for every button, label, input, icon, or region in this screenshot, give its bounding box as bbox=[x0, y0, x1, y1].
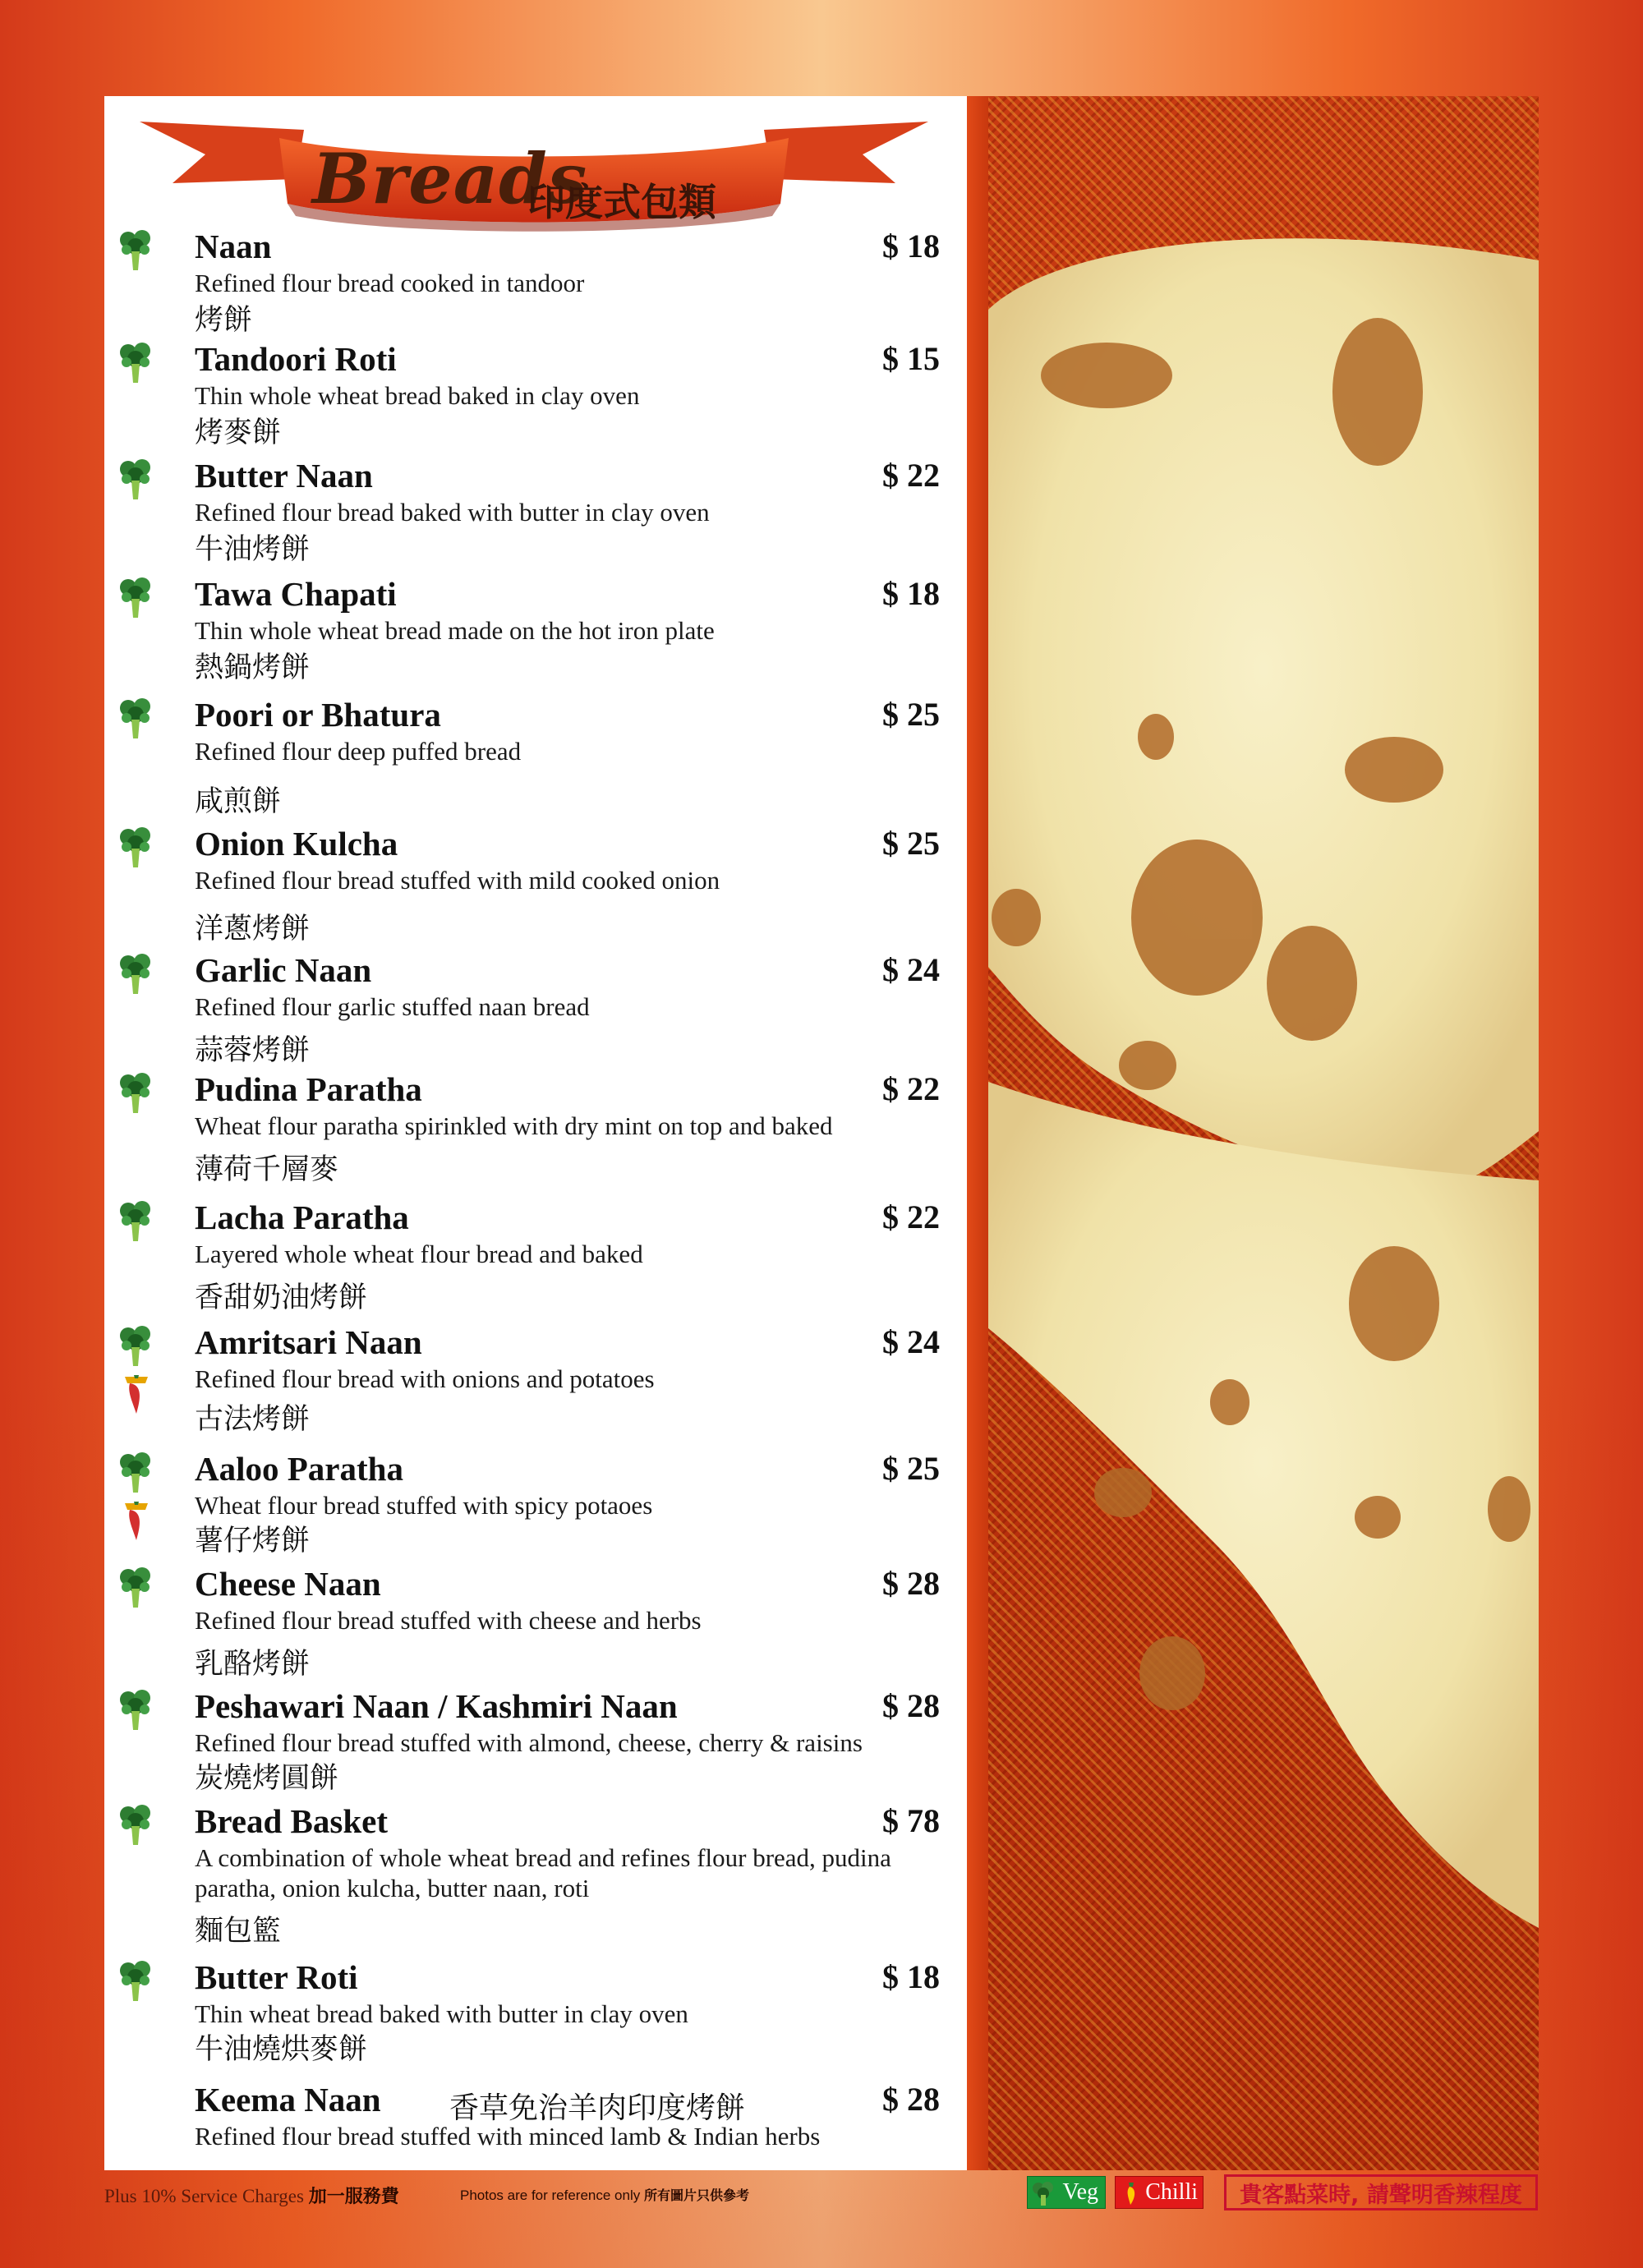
broccoli-icon bbox=[119, 1566, 152, 1608]
legend-chili bbox=[1115, 2176, 1203, 2209]
menu-item bbox=[104, 1801, 967, 1948]
item-description: Refined flour deep puffed bread bbox=[195, 737, 522, 766]
photo-note bbox=[460, 2185, 749, 2204]
menu-item bbox=[104, 824, 967, 945]
legend-veg-label: Veg bbox=[1062, 2179, 1098, 2205]
item-price: $ 25 bbox=[882, 1450, 940, 1487]
broccoli-icon bbox=[119, 1688, 152, 1731]
item-name: Butter Naan bbox=[195, 457, 373, 495]
item-name: Pudina Paratha bbox=[195, 1070, 422, 1108]
menu-item bbox=[104, 1957, 967, 2072]
item-description: Thin whole wheat bread made on the hot iron plate bbox=[195, 616, 715, 645]
item-description: Refined flour garlic stuffed naan bread bbox=[195, 992, 590, 1021]
item-description: A combination of whole wheat bread and refines flour bread, pudina paratha, onion kulcha, butter naan, roti bbox=[195, 1843, 891, 1902]
item-name: Keema Naan bbox=[195, 2081, 381, 2118]
page-title: Breads bbox=[312, 138, 588, 219]
item-price: $ 24 bbox=[882, 951, 940, 988]
legend-veg bbox=[1027, 2176, 1106, 2209]
menu-item bbox=[104, 1564, 967, 1679]
item-price: $ 22 bbox=[882, 1070, 940, 1107]
broccoli-icon bbox=[119, 697, 152, 739]
item-price: $ 24 bbox=[882, 1323, 940, 1360]
chili-pepper-icon bbox=[122, 1500, 150, 1541]
broccoli-icon bbox=[119, 1803, 152, 1846]
menu-item bbox=[104, 574, 967, 689]
item-price: $ 18 bbox=[882, 1958, 940, 1995]
broccoli-icon bbox=[119, 458, 152, 500]
menu-item bbox=[104, 1070, 967, 1185]
item-name-chinese: 薄荷千層麥 bbox=[195, 1153, 339, 1186]
item-name: Peshawari Naan / Kashmiri Naan bbox=[195, 1687, 678, 1725]
broccoli-icon bbox=[119, 576, 152, 619]
menu-item bbox=[104, 1198, 967, 1313]
broccoli-icon bbox=[1031, 2180, 1056, 2206]
item-name-chinese: 洋蔥烤餅 bbox=[195, 913, 311, 945]
item-name-chinese: 蒜蓉烤餅 bbox=[195, 1034, 311, 1067]
item-name: Tawa Chapati bbox=[195, 575, 397, 613]
menu-item bbox=[104, 1323, 967, 1438]
item-description: Wheat flour paratha spirinkled with dry mint on top and baked bbox=[195, 1111, 833, 1140]
photo-note-text: Photos are for reference only bbox=[460, 2187, 641, 2203]
photo-note-text-cn: 所有圖片只供參考 bbox=[643, 2187, 749, 2203]
item-name-chinese: 炭燒烤圓餅 bbox=[195, 1762, 339, 1795]
item-price: $ 25 bbox=[882, 825, 940, 862]
broccoli-icon bbox=[119, 952, 152, 995]
spice-level-note: 貴客點菜時, 請聲明香辣程度 bbox=[1224, 2174, 1538, 2210]
naan-photo bbox=[967, 96, 1539, 2170]
item-name: Onion Kulcha bbox=[195, 825, 398, 863]
item-description: Thin wheat bread baked with butter in clay oven bbox=[195, 1999, 688, 2028]
menu-item bbox=[104, 339, 967, 454]
item-description: Refined flour bread stuffed with cheese and herbs bbox=[195, 1606, 702, 1635]
item-description: Wheat flour bread stuffed with spicy potaoes bbox=[195, 1491, 653, 1520]
item-name-chinese: 牛油烤餅 bbox=[195, 533, 311, 566]
menu-item bbox=[104, 227, 967, 342]
broccoli-icon bbox=[119, 1959, 152, 2002]
item-description: Layered whole wheat flour bread and baked bbox=[195, 1240, 643, 1268]
menu-item bbox=[104, 950, 967, 1065]
item-name-chinese: 熱鍋烤餅 bbox=[195, 651, 311, 684]
broccoli-icon bbox=[119, 1199, 152, 1242]
service-charge-note bbox=[104, 2183, 399, 2208]
item-price: $ 22 bbox=[882, 1198, 940, 1235]
broccoli-icon bbox=[119, 826, 152, 868]
item-description: Refined flour bread stuffed with mild cooked onion bbox=[195, 866, 720, 895]
item-name: Butter Roti bbox=[195, 1958, 358, 1996]
item-price: $ 18 bbox=[882, 575, 940, 612]
item-name: Bread Basket bbox=[195, 1802, 389, 1840]
broccoli-icon bbox=[119, 228, 152, 271]
item-price: $ 28 bbox=[882, 1565, 940, 1602]
page-title-cn: 印度式包類 bbox=[527, 180, 716, 224]
item-price: $ 78 bbox=[882, 1802, 940, 1839]
service-charge-text: Plus 10% Service Charges bbox=[104, 2186, 304, 2206]
item-name: Lacha Paratha bbox=[195, 1198, 409, 1236]
item-price: $ 15 bbox=[882, 340, 940, 377]
item-name: Tandoori Roti bbox=[195, 340, 397, 378]
item-description: Refined flour bread stuffed with almond, cheese, cherry & raisins bbox=[195, 1728, 863, 1757]
item-price: $ 28 bbox=[882, 1687, 940, 1724]
broccoli-icon bbox=[119, 1324, 152, 1367]
chili-pepper-icon bbox=[1119, 2180, 1144, 2206]
item-name: Aaloo Paratha bbox=[195, 1450, 403, 1488]
item-name-chinese: 烤麥餅 bbox=[195, 416, 282, 449]
item-description: Refined flour bread stuffed with minced lamb & Indian herbs bbox=[195, 2122, 821, 2151]
item-name: Garlic Naan bbox=[195, 951, 372, 989]
item-description: Thin whole wheat bread baked in clay oven bbox=[195, 381, 640, 410]
broccoli-icon bbox=[119, 341, 152, 384]
item-name: Amritsari Naan bbox=[195, 1323, 422, 1361]
item-name-chinese: 咸煎餅 bbox=[195, 785, 282, 818]
menu-item bbox=[104, 2080, 967, 2195]
broccoli-icon bbox=[119, 1451, 152, 1493]
item-price: $ 28 bbox=[882, 2081, 940, 2118]
item-name-chinese: 麵包籃 bbox=[195, 1915, 282, 1948]
item-name-chinese: 烤餅 bbox=[195, 304, 253, 337]
item-price: $ 18 bbox=[882, 228, 940, 265]
item-price: $ 25 bbox=[882, 696, 940, 733]
menu-item bbox=[104, 1686, 967, 1801]
item-name: Poori or Bhatura bbox=[195, 696, 441, 734]
menu-item bbox=[104, 1449, 967, 1564]
menu-item bbox=[104, 695, 967, 818]
legend-chili-label: Chilli bbox=[1145, 2179, 1198, 2205]
item-description: Refined flour bread cooked in tandoor bbox=[195, 269, 585, 297]
item-name-chinese: 薯仔烤餅 bbox=[195, 1525, 311, 1557]
item-name: Cheese Naan bbox=[195, 1565, 381, 1603]
item-price: $ 22 bbox=[882, 457, 940, 494]
item-name-chinese: 牛油燒烘麥餅 bbox=[195, 2033, 368, 2066]
item-description: Refined flour bread with onions and potatoes bbox=[195, 1364, 655, 1393]
item-name: Naan bbox=[195, 228, 272, 265]
service-charge-text-cn: 加一服務費 bbox=[308, 2187, 399, 2207]
chili-pepper-icon bbox=[122, 1373, 150, 1415]
item-name-chinese: 古法烤餅 bbox=[195, 1403, 311, 1436]
item-name-chinese: 香甜奶油烤餅 bbox=[195, 1281, 368, 1314]
menu-item bbox=[104, 456, 967, 571]
item-description: Refined flour bread baked with butter in clay oven bbox=[195, 498, 710, 527]
item-name-chinese: 乳酪烤餅 bbox=[195, 1648, 311, 1681]
item-name-cn: 香草免治羊肉印度烤餅 bbox=[449, 2091, 746, 2125]
broccoli-icon bbox=[119, 1071, 152, 1114]
